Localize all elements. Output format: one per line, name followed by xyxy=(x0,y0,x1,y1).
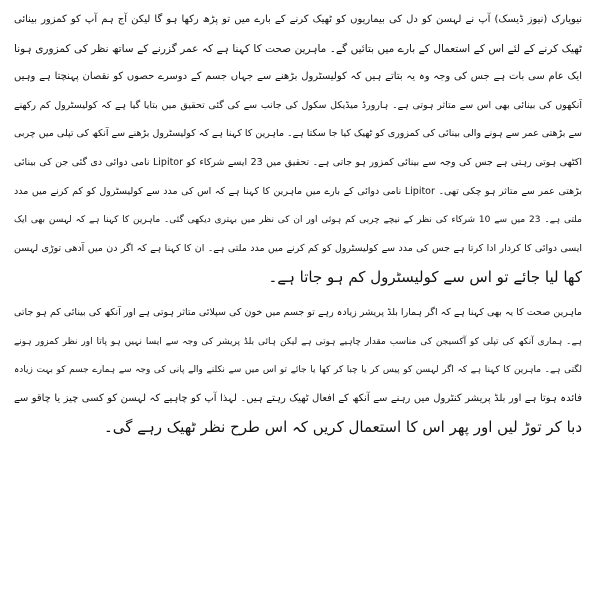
text-line: دبا کر توڑ لیں اور پھر اس کا استعمال کریں کہ اس طرح نظر ٹھیک رہے گی۔ xyxy=(103,418,582,437)
text-line: بڑھتی عمر سے متاثر ہو چکی تھی۔ Lipitor نامی دوائی کے بارے میں ماہرین کا کہنا ہے کہ اس کی مدد سے کولیسٹرول کو کم کرنے میں مدد xyxy=(14,185,582,197)
text-line: ہے۔ ہماری آنکھ کی تپلی کو آکسیجن کی مناسب مقدار چاہیے ہوتی ہے لیکن ہائی بلڈ پریشر کی وجہ سے ایسا نہیں ہو پاتا اور نظر کمزور ہونے xyxy=(14,336,582,347)
text-line: ایسی دوائی کا کردار ادا کرتا ہے جس کی مدد سے کولیسٹرول کو کم کرنے میں مدد ملتی ہے۔ ان کا کہنا ہے کہ اگر دن میں آدھی توڑی لہسن xyxy=(14,242,582,254)
text-line: نیویارک (نیوز ڈیسک) آپ نے لہسن کو دل کی بیماریوں کو ٹھیک کرنے کے بارے میں تو پڑھ رکھا ہو گا لیکن آج ہم آپ کو کمزور بینائی xyxy=(14,14,582,25)
article-paragraph xyxy=(14,299,582,442)
text-line: ٹھیک کرنے کے لئے اس کے استعمال کے بارے میں بتائیں گے۔ ماہرین صحت کا کہنا ہے کہ عمر گزرنے کے ساتھ نظر کی کمزوری ہونا xyxy=(14,42,582,55)
text-line: آنکھوں کی بینائی بھی اس سے متاثر ہوتی ہے۔ ہارورڈ میڈیکل سکول کی جانب سے کی گئی تحقیق میں بتایا گیا ہے کہ کولیسٹرول کم رکھنے xyxy=(14,99,582,111)
text-line: ماہرین صحت کا یہ بھی کہنا ہے کہ اگر ہمارا بلڈ پریشر زیادہ رہے تو جسم میں خون کی سپلائی متاثر ہوتی ہے اور آنکھ کی بینائی کم ہو جاتی xyxy=(14,306,582,318)
text-line: اکٹھی ہوتی رہتی ہے جس کی وجہ سے بینائی کمزور ہو جاتی ہے۔ تحقیق میں 23 ایسے شرکاء کو Lipitor نامی دوائی دی گئی جن کی بینائی xyxy=(14,156,582,168)
text-line: فائدہ ہوتا ہے اور بلڈ پریشر کنٹرول میں رہنے سے آنکھ کے افعال ٹھیک رہتے ہیں۔ لہذا آپ کو چاہیے کہ لہسن کو کسی چیز یا چاقو سے xyxy=(14,392,582,404)
text-line: سے بڑھتی عمر سے ہونے والی بینائی کی کمزوری کو ٹھیک کیا جا سکتا ہے۔ ماہرین کا کہنا ہے کہ کولیسٹرول بڑھنے سے آنکھ کی تپلی میں چربی xyxy=(14,128,582,140)
text-line: ایک عام سی بات ہے جس کی وجہ وہ یہ بتاتے ہیں کہ کولیسٹرول بڑھنے سے جہاں جسم کے دوسرے حصوں کو نقصان پہنچتا ہے وہیں xyxy=(14,71,582,83)
text-line: ملتی ہے۔ 23 میں سے 10 شرکاء کی نظر کے نیچے چربی کم ہوئی اور ان کی نظر میں بہتری دیکھی گئی۔ ماہرین کا کہنا ہے کہ لہسن بھی ایک xyxy=(14,215,582,226)
text-line: کھا لیا جائے تو اس سے کولیسٹرول کم ہو جاتا ہے۔ xyxy=(268,268,582,287)
text-line: لگتی ہے۔ ماہرین کا کہنا ہے کہ اگر لہسن کو پیس کر یا چبا کر کھا یا جائے تو اس میں سے نکلنے والے پانی کی وجہ سے ہمارے جسم کو بہت زیادہ xyxy=(14,365,582,376)
article-paragraph xyxy=(14,6,582,292)
